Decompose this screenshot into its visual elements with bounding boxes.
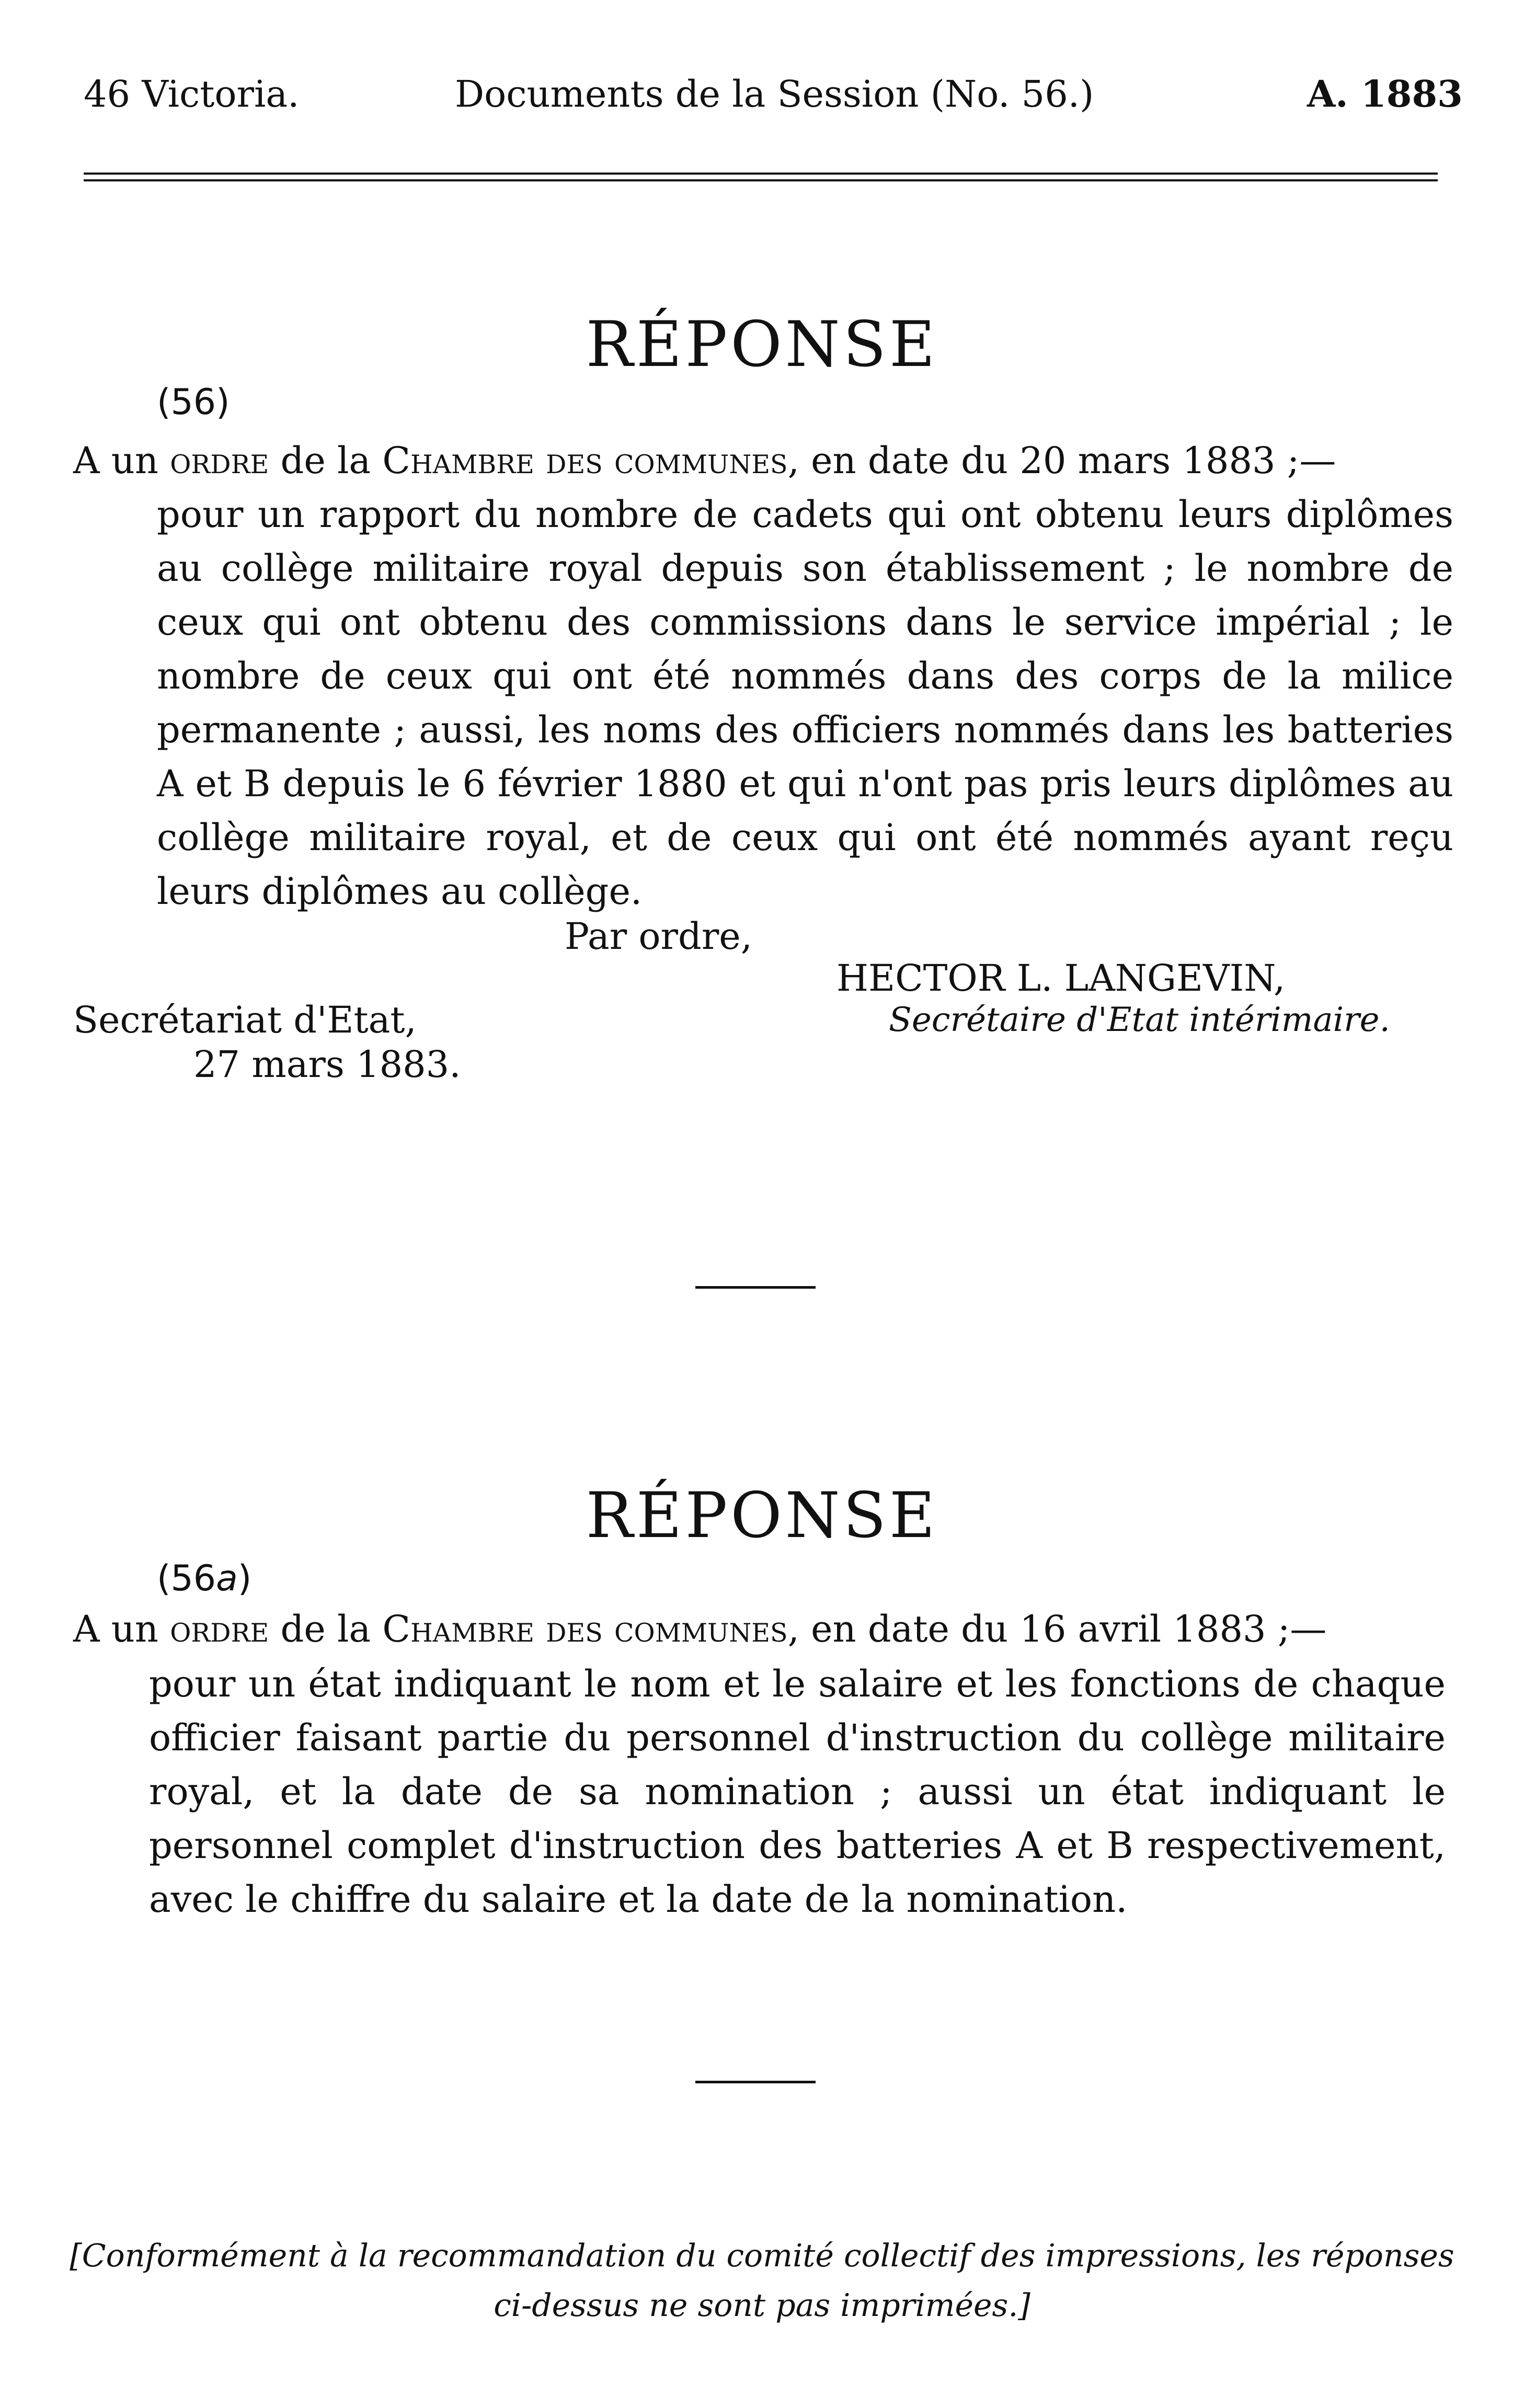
reply1-par-ordre: Par ordre, bbox=[565, 915, 752, 958]
header-rule-bottom bbox=[84, 179, 1438, 181]
footer-divider bbox=[695, 2081, 816, 2083]
reply1-number: (56) bbox=[157, 382, 230, 423]
reply1-lead-chambre: Chambre des communes bbox=[382, 439, 788, 482]
reply1-lead-ordre: ordre bbox=[170, 439, 269, 482]
reply2-title: RÉPONSE bbox=[586, 1480, 938, 1552]
reply2-body: pour un état indiquant le nom et le salaire et les fonctions de chaque officier faisant partie du personnel d'instruction du collège militaire royal, et la date de sa nomination ; aussi un état indiquant le personnel complet d'instruction des batteries A et B respectivement, avec le chiffre du salaire et la date de la nomination. bbox=[149, 1662, 1446, 1921]
reply2-lead-chambre: Chambre des communes bbox=[382, 1608, 788, 1650]
reply2-number-main: (56 bbox=[157, 1558, 216, 1599]
reply2-number bbox=[157, 1558, 251, 1600]
reply1-signatory-title: Secrétaire d'Etat intérimaire. bbox=[889, 1001, 1390, 1039]
reply1-lead-date: , en date du 20 mars 1883 ;— bbox=[787, 439, 1336, 482]
reply1-date: 27 mars 1883. bbox=[193, 1043, 461, 1086]
reply1-signatory: HECTOR L. LANGEVIN, bbox=[837, 957, 1286, 1000]
reply2-lead bbox=[73, 1602, 1453, 1656]
header-year: A. 1883 bbox=[1307, 72, 1463, 116]
reply2-number-letter: a bbox=[216, 1558, 238, 1599]
reply1-lead bbox=[73, 434, 1453, 488]
header-rule-top bbox=[84, 173, 1438, 175]
reply1-place: Secrétariat d'Etat, bbox=[73, 999, 417, 1041]
reply1-lead-de-la: de la bbox=[280, 439, 371, 482]
reply2-number-close: ) bbox=[237, 1558, 252, 1599]
reply1-title: RÉPONSE bbox=[586, 308, 938, 381]
footnote-line-2: ci-dessus ne sont pas imprimées.] bbox=[494, 2287, 1030, 2324]
reply2-lead-a: A un bbox=[73, 1608, 158, 1650]
reply1-lead-a: A un bbox=[73, 439, 158, 482]
footnote-line-1: [Conformément à la recommandation du comité collectif des impressions, les réponses bbox=[70, 2238, 1454, 2274]
reply2-lead-de-la: de la bbox=[280, 1608, 371, 1650]
header-volume: 46 Victoria. bbox=[84, 73, 300, 116]
reply2-lead-ordre: ordre bbox=[170, 1608, 269, 1650]
section-divider bbox=[695, 1286, 816, 1289]
header-document-title: Documents de la Session (No. 56.) bbox=[455, 73, 1094, 116]
reply2-lead-date: , en date du 16 avril 1883 ;— bbox=[787, 1608, 1327, 1650]
reply1-body: pour un rapport du nombre de cadets qui ont obtenu leurs diplômes au collège militaire royal depuis son établissement ; le nombre de ceux qui ont obtenu des commissions dans le service impérial ; le nombre de ceux qui ont été nommés dans des corps de la milice permanente ; aussi, les noms des officiers nommés dans les batteries A et B depuis le 6 février 1880 et qui n'ont pas pris leurs diplômes au collège militaire royal, et de ceux qui ont été nommés ayant reçu leurs diplômes au collège. bbox=[157, 493, 1453, 913]
